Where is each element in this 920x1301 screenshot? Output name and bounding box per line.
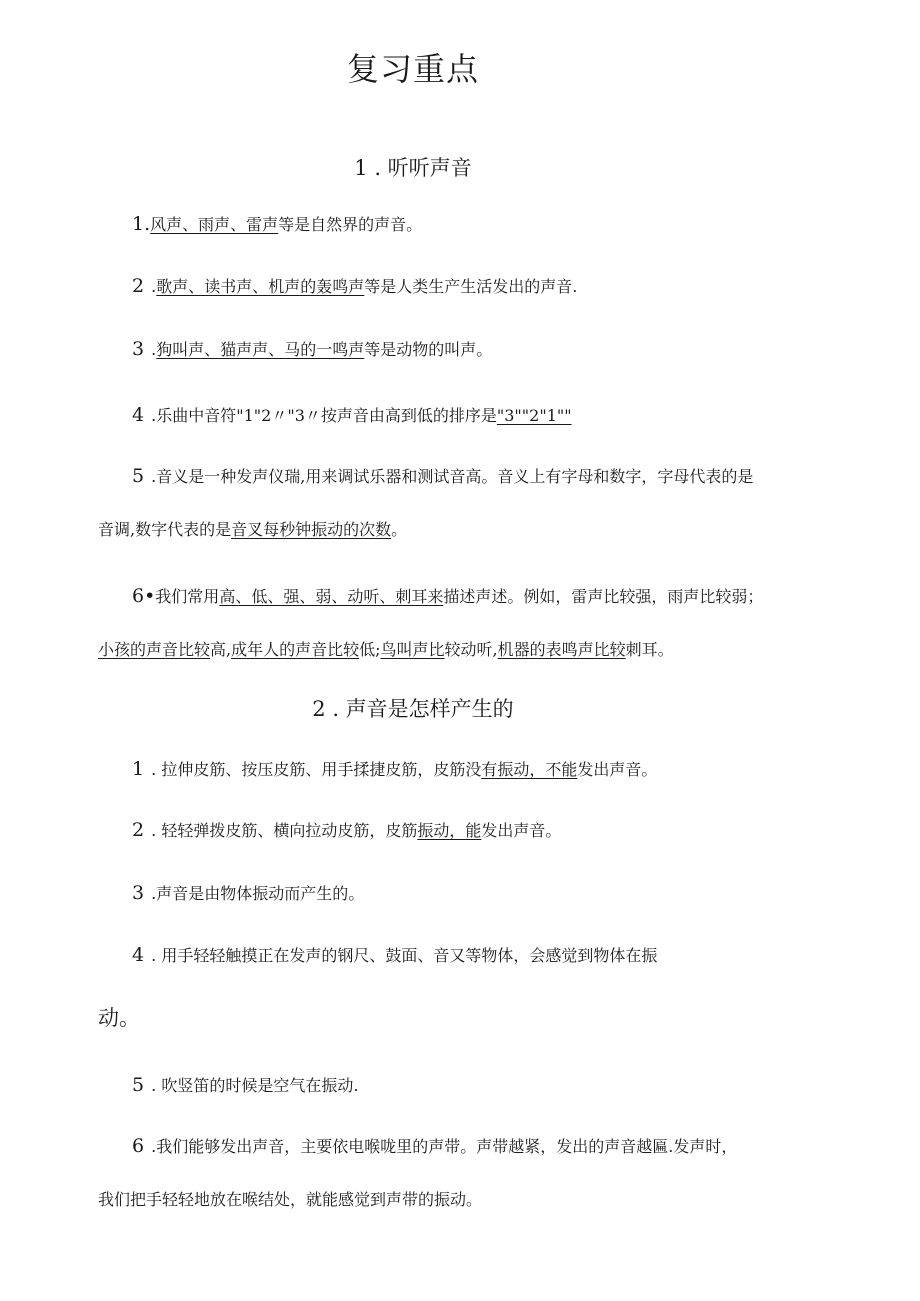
item-number: 3 (132, 882, 145, 904)
item-number: 1 (132, 758, 145, 780)
item-text: 等是自然界的声音。 (278, 215, 423, 234)
item-text: .我们能够发出声音，主要依电喉咙里的声带。声带越紧，发出的声音越匾.发声时， (146, 1137, 738, 1156)
item-text: . 轻轻弹拨皮筋、横向拉动皮筋，皮筋 (146, 821, 418, 840)
item-number: 5 (132, 1074, 145, 1096)
item-text: . (146, 340, 157, 359)
item-number: 5 (132, 465, 145, 487)
s1-item-5 (132, 464, 753, 487)
item-text: 刺耳。 (625, 640, 674, 659)
s2-item-5 (132, 1073, 358, 1096)
item-text: 。 (391, 520, 408, 539)
s1-item-2 (132, 274, 577, 297)
s2-item-4 (132, 943, 657, 966)
item-text: 音调,数字代表的是 (98, 520, 232, 539)
underlined-text: 小孩的声音比较 (98, 640, 211, 659)
s2-item-3 (132, 881, 364, 904)
item-text: 等是人类生产生活发出的声音. (364, 277, 578, 296)
item-text: 发出声音。 (481, 821, 562, 840)
s1-item-6-continued (98, 637, 674, 660)
s2-item-2 (132, 818, 561, 841)
item-text: 发出声音。 (577, 760, 658, 779)
underlined-text: 高、低、强、弱、动听、刺耳来 (219, 587, 444, 606)
section-heading-2: 2 . 声音是怎样产生的 (312, 697, 514, 721)
item-text: . 拉伸皮筋、按压皮筋、用手揉捷皮筋，皮筋没 (146, 760, 482, 779)
underlined-text: 成年人的声音比较 (231, 640, 360, 659)
s1-item-4 (132, 403, 572, 426)
item-number: 1. (132, 213, 151, 235)
item-text: 低; (359, 640, 381, 659)
underlined-text: 鸟叫声比 (380, 640, 445, 659)
underlined-text: 机器的表鸣声比较 (497, 640, 626, 659)
item-number: 6• (132, 585, 156, 607)
item-text: 等是动物的叫声。 (364, 340, 493, 359)
item-number: 6 (132, 1135, 145, 1157)
item-text: . 用手轻轻触摸正在发声的钢尺、鼓面、音又等物体，会感觉到物体在振 (146, 946, 658, 965)
item-number: 2 (132, 275, 145, 297)
s1-item-3 (132, 337, 492, 360)
s1-item-6 (132, 584, 763, 607)
underlined-text: 狗叫声、猫声声、马的一鸣声 (156, 340, 365, 359)
item-text: .乐曲中音符"1"2〃"3〃按声音由高到低的排序是 (146, 406, 497, 425)
item-text: 高, (210, 640, 232, 659)
item-text: .声音是由物体振动而产生的。 (146, 884, 365, 903)
underlined-text: 有振动，不能 (481, 760, 578, 779)
s2-item-6-continued: 我们把手轻轻地放在喉结处，就能感觉到声带的振动。 (98, 1190, 483, 1209)
item-number: 4 (132, 404, 145, 426)
section-heading-1: 1 . 听听声音 (354, 156, 472, 180)
item-number: 4 (132, 944, 145, 966)
underlined-text: 振动，能 (417, 821, 482, 840)
underlined-text: 音叉每秒钟振动的次数 (231, 520, 392, 539)
s2-item-1 (132, 757, 657, 780)
s1-item-1 (132, 212, 422, 235)
item-text: . 吹竖笛的时候是空气在振动. (146, 1076, 359, 1095)
item-text: . (146, 277, 157, 296)
s1-item-5-continued (98, 517, 407, 540)
item-text: 较动听, (444, 640, 498, 659)
item-number: 2 (132, 819, 145, 841)
underlined-text: "3""2"1"" (496, 406, 572, 425)
item-number: 3 (132, 338, 145, 360)
item-text: 我们常用 (155, 587, 220, 606)
item-text: .音义是一种发声仪瑞,用来调试乐器和测试音高。音义上有字母和数字，字母代表的是 (146, 467, 754, 486)
s2-item-6 (132, 1134, 737, 1157)
s2-item-4-continued: 动。 (98, 1006, 140, 1030)
underlined-text: 歌声、读书声、机声的轰鸣声 (156, 277, 365, 296)
underlined-text: 风声、雨声、雷声 (150, 215, 279, 234)
page-title: 复习重点 (346, 50, 479, 88)
item-text: 描述声述。例如，雷声比较强，雨声比较弱； (443, 587, 764, 606)
